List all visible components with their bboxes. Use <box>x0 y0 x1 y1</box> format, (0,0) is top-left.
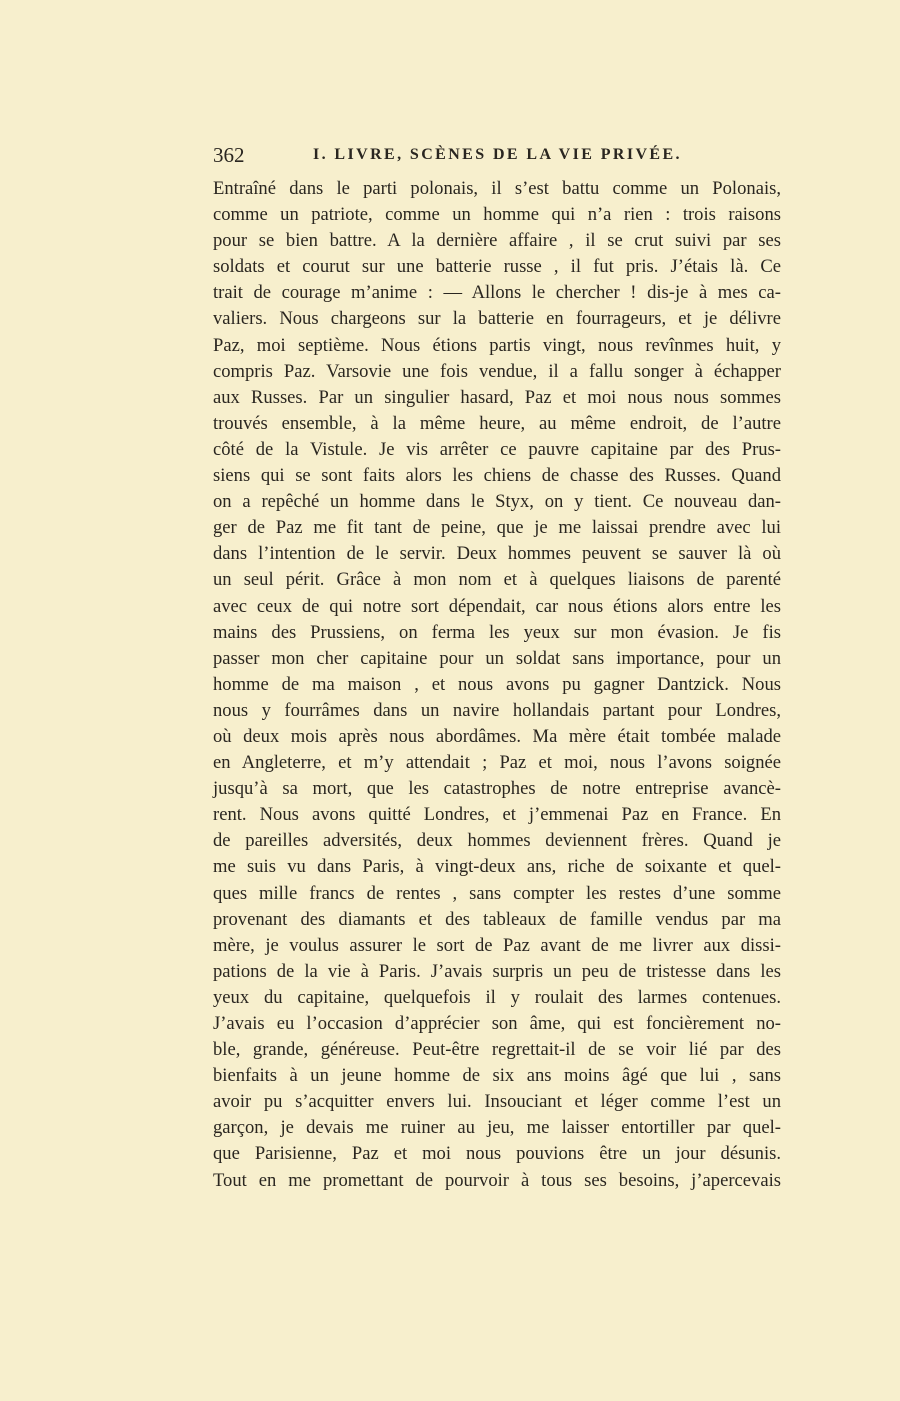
text-line: avoir pu s’acquitter envers lui. Insouciant et léger comme l’est un <box>213 1091 781 1113</box>
text-line: en Angleterre, et m’y attendait ; Paz et moi, nous l’avons soignée <box>213 752 781 774</box>
text-line: mains des Prussiens, on ferma les yeux sur mon évasion. Je fis <box>213 621 781 643</box>
running-header <box>213 143 780 171</box>
text-line: aux Russes. Par un singulier hasard, Paz et moi nous nous sommes <box>213 386 781 408</box>
running-title: I. LIVRE, SCÈNES DE LA VIE PRIVÉE. <box>313 146 682 163</box>
text-line: ques mille francs de rentes , sans compter les restes d’une somme <box>213 882 781 904</box>
text-line: garçon, je devais me ruiner au jeu, me laisser entortiller par quel- <box>213 1117 781 1139</box>
text-line: que Parisienne, Paz et moi nous pouvions être un jour désunis. <box>213 1143 781 1165</box>
text-line: rent. Nous avons quitté Londres, et j’emmenai Paz en France. En <box>213 804 781 826</box>
text-line: bienfaits à un jeune homme de six ans moins âgé que lui , sans <box>213 1065 781 1087</box>
text-line: yeux du capitaine, quelquefois il y roulait des larmes contenues. <box>213 986 781 1008</box>
text-line: Entraîné dans le parti polonais, il s’est battu comme un Polonais, <box>213 178 781 199</box>
text-line: côté de la Vistule. Je vis arrêter ce pauvre capitaine par des Prus- <box>213 438 781 460</box>
text-line: soldats et courut sur une batterie russe , il fut pris. J’étais là. Ce <box>213 256 781 278</box>
text-line: comme un patriote, comme un homme qui n’a rien : trois raisons <box>213 204 781 226</box>
text-line: ble, grande, généreuse. Peut-être regrettait-il de se voir lié par des <box>213 1039 781 1061</box>
text-line: mère, je voulus assurer le sort de Paz avant de me livrer aux dissi- <box>213 934 781 956</box>
page-number: 362 <box>213 143 245 167</box>
text-line: dans l’intention de le servir. Deux hommes peuvent se sauver là où <box>213 543 781 565</box>
text-line: avec ceux de qui notre sort dépendait, car nous étions alors entre les <box>213 595 781 617</box>
text-line: provenant des diamants et des tableaux de famille vendus par ma <box>213 908 781 930</box>
text-line: Tout en me promettant de pourvoir à tous ses besoins, j’apercevais <box>213 1169 781 1191</box>
text-line: pour se bien battre. A la dernière affaire , il se crut suivi par ses <box>213 230 781 252</box>
text-line: trait de courage m’anime : — Allons le chercher ! dis-je à mes ca- <box>213 282 781 304</box>
body-text <box>213 176 781 1194</box>
text-line: passer mon cher capitaine pour un soldat sans importance, pour un <box>213 647 781 669</box>
text-line: siens qui se sont faits alors les chiens de chasse des Russes. Quand <box>213 465 781 487</box>
text-line: où deux mois après nous abordâmes. Ma mère était tombée malade <box>213 725 781 747</box>
text-line: me suis vu dans Paris, à vingt-deux ans, riche de soixante et quel- <box>213 856 781 878</box>
text-line: un seul périt. Grâce à mon nom et à quelques liaisons de parenté <box>213 569 781 591</box>
text-line: nous y fourrâmes dans un navire hollandais partant pour Londres, <box>213 699 781 721</box>
text-line: valiers. Nous chargeons sur la batterie en fourrageurs, et je délivre <box>213 308 781 330</box>
text-line: de pareilles adversités, deux hommes deviennent frères. Quand je <box>213 830 781 852</box>
text-line: jusqu’à sa mort, que les catastrophes de notre entreprise avancè- <box>213 778 781 800</box>
text-line: trouvés ensemble, à la même heure, au même endroit, de l’autre <box>213 412 781 434</box>
text-line: J’avais eu l’occasion d’apprécier son âme, qui est foncièrement no- <box>213 1013 781 1034</box>
text-line: pations de la vie à Paris. J’avais surpris un peu de tristesse dans les <box>213 960 781 982</box>
text-line: homme de ma maison , et nous avons pu gagner Dantzick. Nous <box>213 673 781 695</box>
text-line: ger de Paz me fit tant de peine, que je me laissai prendre avec lui <box>213 517 781 539</box>
text-line: Paz, moi septième. Nous étions partis vingt, nous revînmes huit, y <box>213 334 781 356</box>
text-line: on a repêché un homme dans le Styx, on y tient. Ce nouveau dan- <box>213 491 781 513</box>
text-line: compris Paz. Varsovie une fois vendue, il a fallu songer à échapper <box>213 360 781 382</box>
